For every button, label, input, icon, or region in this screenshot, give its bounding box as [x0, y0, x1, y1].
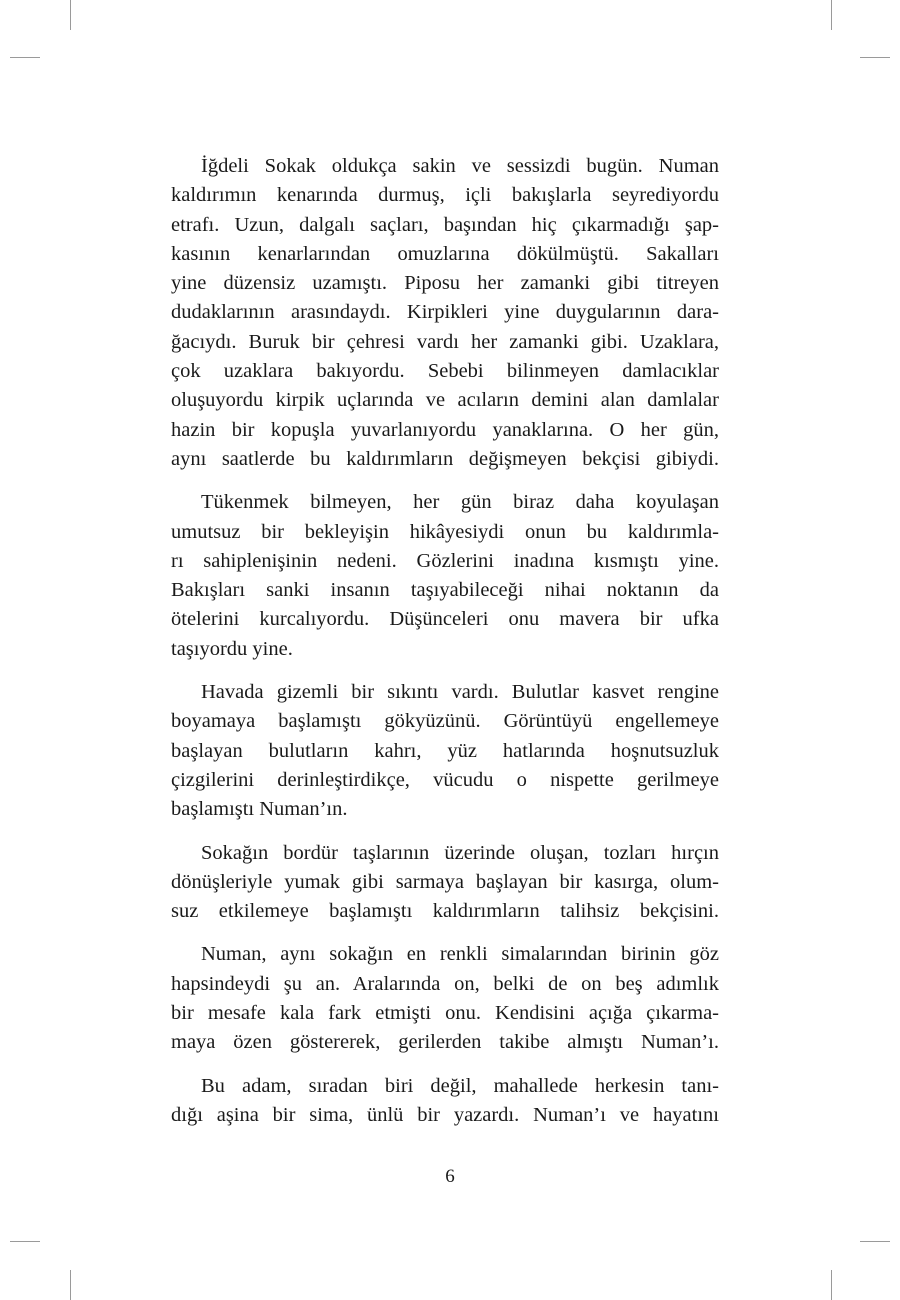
paragraph-4	[171, 839, 719, 927]
text-line: rı sahiplenişinin nedeni. Gözlerini inadına kısmıştı yine.	[171, 549, 719, 572]
text-line: ğacıydı. Buruk bir çehresi vardı her zamanki gibi. Uzaklara,	[171, 330, 719, 353]
text-line: başlayan bulutların kahrı, yüz hatlarında hoşnutsuzluk	[171, 739, 719, 762]
crop-mark-right-top	[860, 57, 890, 58]
text-line: aynı saatlerde bu kaldırımların değişmeyen bekçisi gibiydi.	[171, 447, 719, 470]
paragraph-5	[171, 940, 719, 1057]
text-line: çok uzaklara bakıyordu. Sebebi bilinmeyen damlacıklar	[171, 360, 719, 383]
text-line: bir mesafe kala fark etmişti onu. Kendisini açığa çıkarma-	[171, 1002, 719, 1025]
crop-mark-left-top	[10, 57, 40, 58]
paragraph-3	[171, 678, 719, 824]
text-line: Numan, aynı sokağın en renkli simalarından birinin göz	[201, 943, 719, 966]
text-line: başlamıştı Numan’ın.	[171, 798, 348, 821]
text-line: kaldırımın kenarında durmuş, içli bakışlarla seyrediyordu	[171, 184, 719, 207]
paragraph-1	[171, 152, 719, 474]
crop-mark-bottom-left	[70, 1270, 71, 1300]
crop-mark-bottom-right	[831, 1270, 832, 1300]
text-line: hazin bir kopuşla yuvarlanıyordu yanaklarına. O her gün,	[171, 418, 719, 441]
crop-mark-top-right	[831, 0, 832, 30]
text-line: kasının kenarlarından omuzlarına dökülmüştü. Sakalları	[171, 242, 719, 265]
text-line: yine düzensiz uzamıştı. Piposu her zamanki gibi titreyen	[171, 272, 719, 295]
paragraph-6	[171, 1072, 719, 1131]
text-line: İğdeli Sokak oldukça sakin ve sessizdi bugün. Numan	[201, 155, 719, 177]
crop-mark-right-bottom	[860, 1241, 890, 1242]
text-line: dönüşleriyle yumak gibi sarmaya başlayan bir kasırga, olum-	[171, 870, 719, 893]
text-line: boyamaya başlamıştı gökyüzünü. Görüntüyü engellemeye	[171, 710, 719, 733]
crop-mark-top-left	[70, 0, 71, 30]
text-line: dudaklarının arasındaydı. Kirpikleri yine duygularının dara-	[171, 301, 719, 324]
text-line: Bu adam, sıradan biri değil, mahallede herkesin tanı-	[201, 1074, 719, 1097]
text-line: umutsuz bir bekleyişin hikâyesiydi onun bu kaldırımla-	[171, 520, 719, 543]
text-line: Tükenmek bilmeyen, her gün biraz daha koyulaşan	[201, 491, 719, 514]
text-line: çizgilerini derinleştirdikçe, vücudu o nispette gerilmeye	[171, 768, 719, 791]
text-line: etrafı. Uzun, dalgalı saçları, başından hiç çıkarmadığı şap-	[171, 213, 719, 236]
text-line: taşıyordu yine.	[171, 637, 293, 660]
text-line: Sokağın bordür taşlarının üzerinde oluşan, tozları hırçın	[201, 841, 719, 864]
crop-mark-left-bottom	[10, 1241, 40, 1242]
text-line: ötelerini kurcalıyordu. Düşünceleri onu mavera bir ufka	[171, 608, 719, 631]
text-line: Bakışları sanki insanın taşıyabileceği nihai noktanın da	[171, 579, 719, 602]
paragraph-2	[171, 488, 719, 664]
page-number: 6	[445, 1166, 455, 1187]
text-line: oluşuyordu kirpik uçlarında ve acıların demini alan damlalar	[171, 389, 719, 412]
text-line: suz etkilemeye başlamıştı kaldırımların talihsiz bekçisini.	[171, 900, 719, 923]
text-line: dığı aşina bir sima, ünlü bir yazardı. Numan’ı ve hayatını	[171, 1103, 719, 1126]
body-text	[171, 152, 719, 1144]
text-line: Havada gizemli bir sıkıntı vardı. Bulutlar kasvet rengine	[201, 681, 719, 704]
text-line: maya özen göstererek, gerilerden takibe almıştı Numan’ı.	[171, 1031, 719, 1054]
text-line: hapsindeydi şu an. Aralarında on, belki de on beş adımlık	[171, 972, 719, 995]
